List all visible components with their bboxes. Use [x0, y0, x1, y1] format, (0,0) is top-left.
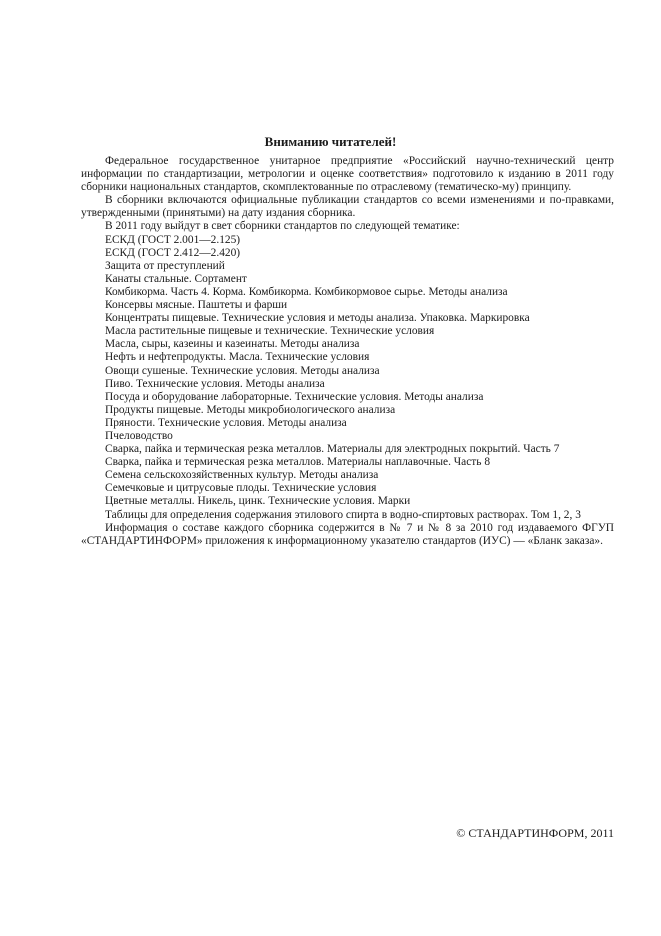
intro-paragraph: Федеральное государственное унитарное предприятие «Российский научно-технический центр информации по стандартизации, метрологии и оценке соответствия» подготовило к изданию в 2011 году сборники национальных стандартов, скомплектованные по отраслевому (тематическо-му) принципу. — [81, 155, 614, 194]
collection-item: Семечковые и цитрусовые плоды. Технические условия — [105, 482, 377, 495]
collection-item: Канаты стальные. Сортамент — [105, 272, 247, 285]
collection-item: Сварка, пайка и термическая резка металлов. Материалы наплавочные. Часть 8 — [105, 456, 491, 469]
collection-item: Консервы мясные. Паштеты и фарши — [105, 299, 288, 312]
copyright-notice: © СТАНДАРТИНФОРМ, 2011 — [456, 826, 614, 840]
collection-item: Таблицы для определения содержания этилового спирта в водно-спиртовых растворах. Том 1, 2, 3 — [105, 508, 581, 521]
intro-paragraph: В 2011 году выйдут в свет сборники стандартов по следующей тематике: — [105, 220, 460, 233]
collection-item: Нефть и нефтепродукты. Масла. Технические условия — [105, 351, 370, 364]
collection-item: Цветные металлы. Никель, цинк. Технические условия. Марки — [105, 495, 411, 508]
collection-item: Пряности. Технические условия. Методы анализа — [105, 416, 347, 429]
collection-item: Масла, сыры, казеины и казеинаты. Методы анализа — [105, 338, 360, 351]
collection-item: Масла растительные пищевые и технические. Технические условия — [105, 325, 435, 338]
collection-item: Семена сельскохозяйственных культур. Методы анализа — [105, 469, 379, 482]
intro-paragraph: В сборники включаются официальные публикации стандартов со всеми изменениями и по-правками, утвержденными (принятыми) на дату издания сборника. — [81, 194, 614, 220]
collection-item: Сварка, пайка и термическая резка металлов. Материалы для электродных покрытий. Часть 7 — [105, 443, 560, 456]
collection-item: Комбикорма. Часть 4. Корма. Комбикорма. Комбикормовое сырье. Методы анализа — [105, 285, 508, 298]
document-body — [81, 155, 614, 548]
collection-item: Продукты пищевые. Методы микробиологического анализа — [105, 403, 396, 416]
collection-item: Пчеловодство — [105, 429, 173, 442]
closing-paragraph: Информация о составе каждого сборника содержится в № 7 и № 8 за 2010 год издаваемого ФГУП «СТАНДАРТИНФОРМ» приложения к информационному указателю стандартов (ИУС) — «Бланк заказа». — [81, 521, 614, 547]
collection-item: Пиво. Технические условия. Методы анализа — [105, 377, 325, 390]
collection-item: Посуда и оборудование лабораторные. Технические условия. Методы анализа — [105, 390, 484, 403]
collection-item: ЕСКД (ГОСТ 2.412—2.420) — [105, 246, 241, 259]
collection-item: Защита от преступлений — [105, 259, 225, 272]
collection-item: ЕСКД (ГОСТ 2.001—2.125) — [105, 233, 241, 246]
collection-item: Овощи сушеные. Технические условия. Методы анализа — [105, 364, 380, 377]
collection-item: Концентраты пищевые. Технические условия и методы анализа. Упаковка. Маркировка — [105, 312, 530, 325]
page-title: Вниманию читателей! — [264, 134, 397, 149]
